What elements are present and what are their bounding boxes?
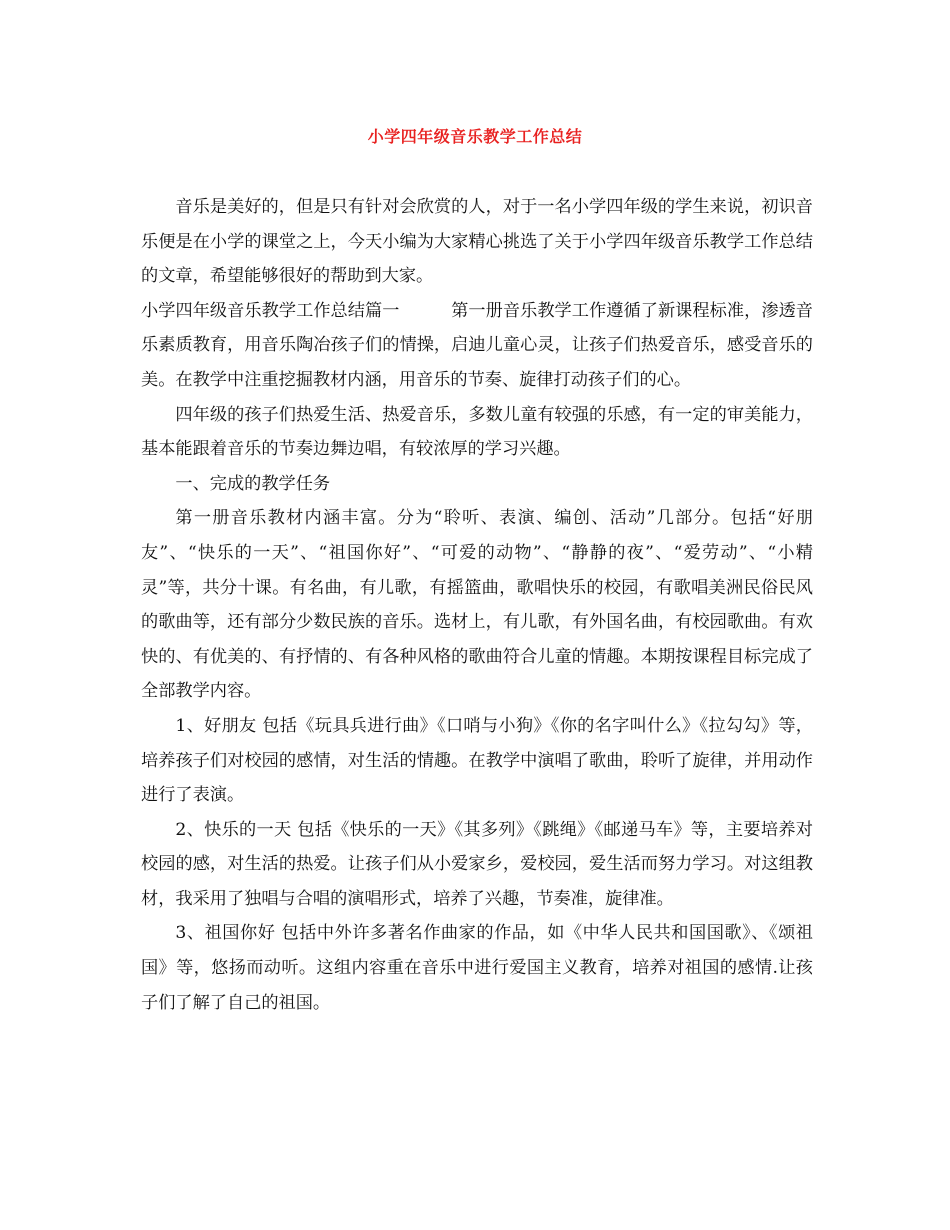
paragraph-textbook: 第一册音乐教材内涵丰富。分为“聆听、表演、编创、活动”几部分。包括“好朋友”、“快乐的一天”、“祖国你好”、“可爱的动物”、“静静的夜”、“爱劳动”、“小精灵”等，共分十课。有名曲，有儿歌，有摇篮曲，歌唱快乐的校园，有歌唱美洲民俗民风的歌曲等，还有部分少数民族的音乐。选材上，有儿歌，有外国名曲，有校园歌曲。有欢快的、有优美的、有抒情的、有各种风格的歌曲符合儿童的情趣。本期按课程目标完成了全部教学内容。: [141, 508, 813, 702]
document-body: [141, 190, 813, 1020]
paragraph-students: 四年级的孩子们热爱生活、热爱音乐，多数儿童有较强的乐感，有一定的审美能力，基本能跟着音乐的节奏边舞边唱，有较浓厚的学习兴趣。: [141, 404, 813, 460]
paragraph-happy-day: 2、快乐的一天 包括《快乐的一天》《其多列》《跳绳》《邮递马车》等，主要培养对校园的感，对生活的热爱。让孩子们从小爱家乡，爱校园，爱生活而努力学习。对这组教材，我采用了独唱与合唱的演唱形式，培养了兴趣，节奏准，旋律准。: [141, 819, 813, 909]
section-heading: 一、完成的教学任务: [175, 473, 331, 494]
paragraph-good-friends: 1、好朋友 包括《玩具兵进行曲》《口哨与小狗》《你的名字叫什么》《拉勾勾》等，培养孩子们对校园的感情，对生活的情趣。在教学中演唱了歌曲，聆听了旋律，并用动作进行了表演。: [141, 715, 813, 806]
paragraph-motherland: 3、祖国你好 包括中外许多著名作曲家的作品，如《中华人民共和国国歌》、《颂祖国》等，悠扬而动听。这组内容重在音乐中进行爱国主义教育，培养对祖国的感情.让孩子们了解了自己的祖国。: [141, 923, 813, 1013]
paragraph-intro: 音乐是美好的，但是只有针对会欣赏的人，对于一名小学四年级的学生来说，初识音乐便是在小学的课堂之上，今天小编为大家精心挑选了关于小学四年级音乐教学工作总结的文章，希望能够很好的帮助到大家。: [141, 197, 813, 287]
paragraph-section-one: 小学四年级音乐教学工作总结篇一 第一册音乐教学工作遵循了新课程标准，渗透音乐素质教育，用音乐陶冶孩子们的情操，启迪儿童心灵，让孩子们热爱音乐，感受音乐的美。在教学中注重挖掘教材内涵，用音乐的节奏、旋律打动孩子们的心。: [141, 300, 813, 390]
document-title: 小学四年级音乐教学工作总结: [367, 127, 583, 146]
